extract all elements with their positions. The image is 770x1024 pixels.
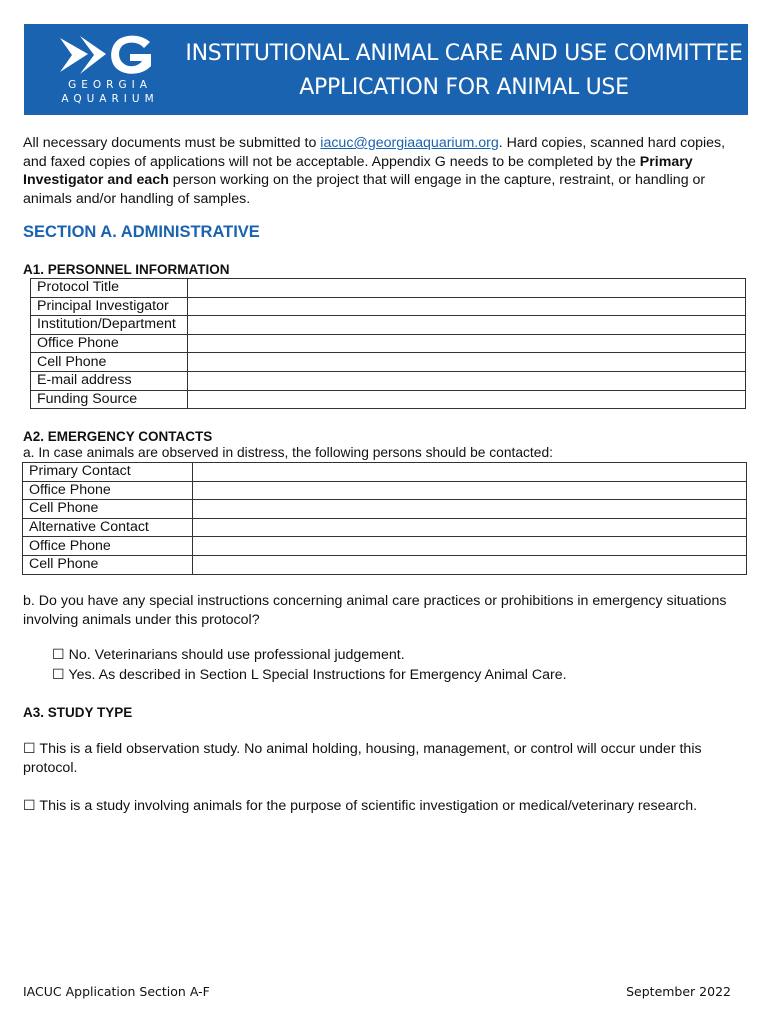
row-value-field[interactable] <box>188 353 746 372</box>
row-label: Funding Source <box>31 390 188 409</box>
table-row <box>23 537 747 556</box>
table-row <box>31 334 746 353</box>
row-value-field[interactable] <box>193 463 747 482</box>
table-row <box>31 353 746 372</box>
row-label: E-mail address <box>31 371 188 390</box>
row-label: Protocol Title <box>31 279 188 298</box>
section-a-heading: SECTION A. ADMINISTRATIVE <box>23 223 260 241</box>
row-label: Institution/Department <box>31 316 188 335</box>
table-row <box>23 518 747 537</box>
row-value-field[interactable] <box>188 334 746 353</box>
row-value-field[interactable] <box>188 279 746 298</box>
option-yes-checkbox[interactable]: ☐ Yes. As described in Section L Special Instructions for Emergency Animal Care. <box>52 667 567 683</box>
row-label: Cell Phone <box>23 500 193 519</box>
table-row <box>31 279 746 298</box>
intro-text-3: person working on the project that will engage in the capture, restraint, or handling or animals and/or handling of samples. <box>23 172 706 207</box>
logo-fish-icon <box>58 32 162 78</box>
table-row <box>23 463 747 482</box>
table-row <box>31 316 746 335</box>
intro-bold-text: Primary Investigator and each <box>23 153 693 188</box>
a3-heading: A3. STUDY TYPE <box>23 705 133 720</box>
row-value-field[interactable] <box>193 537 747 556</box>
row-value-field[interactable] <box>188 297 746 316</box>
iacuc-email-link[interactable]: iacuc@georgiaaquarium.org <box>320 135 499 151</box>
study-type-field-observation[interactable]: ☐ This is a field observation study. No animal holding, housing, management, or control will occur under this protocol. <box>23 741 702 776</box>
personnel-table <box>30 278 746 409</box>
row-label: Office Phone <box>23 481 193 500</box>
table-row <box>23 555 747 574</box>
row-label: Cell Phone <box>31 353 188 372</box>
row-label: Principal Investigator <box>31 297 188 316</box>
title-line-2: APPLICATION FOR ANIMAL USE <box>299 75 629 100</box>
row-value-field[interactable] <box>193 500 747 519</box>
table-row <box>31 371 746 390</box>
logo-text-georgia: GEORGIA <box>68 79 152 91</box>
study-type-scientific-research[interactable]: ☐ This is a study involving animals for the purpose of scientific investigation or medical/veterinary research. <box>23 798 698 814</box>
a1-heading: A1. PERSONNEL INFORMATION <box>23 262 230 277</box>
table-row <box>31 390 746 409</box>
intro-paragraph <box>23 134 748 208</box>
footer-left: IACUC Application Section A-F <box>23 984 210 999</box>
row-value-field[interactable] <box>193 555 747 574</box>
table-row <box>23 481 747 500</box>
row-value-field[interactable] <box>188 371 746 390</box>
row-label: Cell Phone <box>23 555 193 574</box>
table-row <box>31 297 746 316</box>
intro-text-1: All necessary documents must be submitted to <box>23 135 321 151</box>
row-label: Alternative Contact <box>23 518 193 537</box>
option-no-checkbox[interactable]: ☐ No. Veterinarians should use professional judgement. <box>52 647 405 663</box>
georgia-aquarium-logo <box>46 30 174 110</box>
a2-intro: a. In case animals are observed in distress, the following persons should be contacted: <box>23 445 553 460</box>
row-label: Primary Contact <box>23 463 193 482</box>
footer-right: September 2022 <box>626 984 731 999</box>
logo-text-aquarium: AQUARIUM <box>61 93 159 105</box>
row-value-field[interactable] <box>193 481 747 500</box>
intro-text-2: . Hard copies, scanned hard copies, and faxed copies of applications will not be acceptable. Appendix G needs to be completed by the <box>23 135 726 170</box>
row-value-field[interactable] <box>188 316 746 335</box>
row-value-field[interactable] <box>188 390 746 409</box>
row-label: Office Phone <box>23 537 193 556</box>
row-label: Office Phone <box>31 334 188 353</box>
table-row <box>23 500 747 519</box>
header-banner <box>24 24 748 115</box>
title-line-1: INSTITUTIONAL ANIMAL CARE AND USE COMMITTEE <box>185 41 743 66</box>
emergency-contacts-table <box>22 462 747 575</box>
a2-heading: A2. EMERGENCY CONTACTS <box>23 429 213 444</box>
page-title <box>184 37 744 105</box>
row-value-field[interactable] <box>193 518 747 537</box>
a2-question-b: b. Do you have any special instructions concerning animal care practices or prohibitions in emergency situations involving animals under this protocol? <box>23 593 727 628</box>
